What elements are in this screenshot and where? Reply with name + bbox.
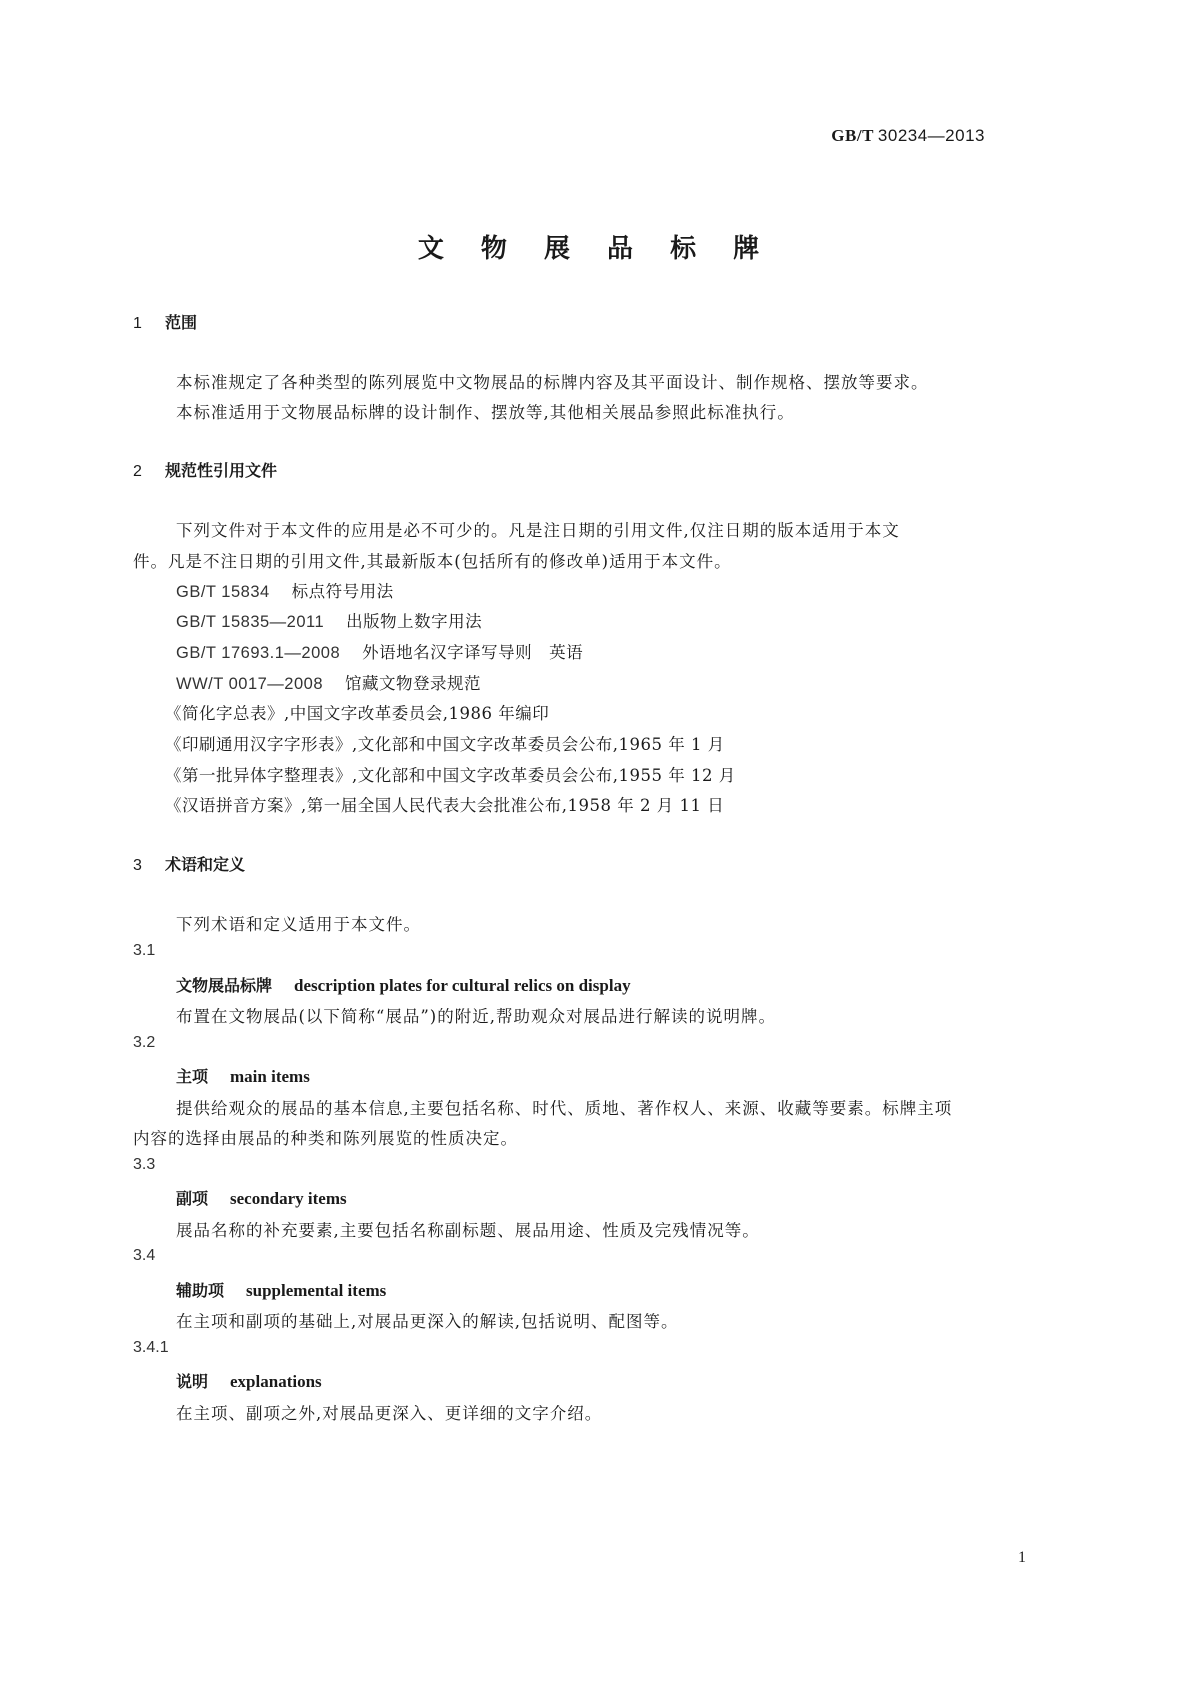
term-definition: 布置在文物展品(以下简称“展品”)的附近,帮助观众对展品进行解读的说明牌。 <box>176 1007 776 1026</box>
reference-doc: 《汉语拼音方案》,第一届全国人民代表大会批准公布,1958 年 2 月 11 日 <box>165 796 725 815</box>
term-heading: 说明 explanations <box>176 1372 322 1391</box>
term-heading: 文物展品标牌 description plates for cultural relics on display <box>176 976 631 995</box>
section-1-paragraph-1: 本标准规定了各种类型的陈列展览中文物展品的标牌内容及其平面设计、制作规格、摆放等要求。 <box>176 373 929 392</box>
term-definition: 提供给观众的展品的基本信息,主要包括名称、时代、质地、著作权人、来源、收藏等要素。标牌主项 <box>176 1099 953 1118</box>
section-3-intro: 下列术语和定义适用于本文件。 <box>176 915 421 934</box>
reference-doc: 《简化字总表》,中国文字改革委员会,1986 年编印 <box>165 704 550 723</box>
clause-number: 3.1 <box>133 942 156 959</box>
reference-item: WW/T 0017—2008 馆藏文物登录规范 <box>176 674 482 693</box>
term-heading: 辅助项 supplemental items <box>176 1281 387 1300</box>
section-2-heading: 2 规范性引用文件 <box>133 461 278 480</box>
page-number: 1 <box>1018 1549 1026 1566</box>
term-definition: 展品名称的补充要素,主要包括名称副标题、展品用途、性质及完残情况等。 <box>176 1221 760 1240</box>
reference-doc: 《印刷通用汉字字形表》,文化部和中国文字改革委员会公布,1965 年 1 月 <box>165 735 725 754</box>
term-heading: 主项 main items <box>176 1067 310 1086</box>
section-2-paragraph-line-1: 下列文件对于本文件的应用是必不可少的。凡是注日期的引用文件,仅注日期的版本适用于本文 <box>176 521 900 540</box>
clause-number: 3.4 <box>133 1247 156 1264</box>
clause-number: 3.3 <box>133 1156 156 1173</box>
section-1-heading: 1 范围 <box>133 313 198 332</box>
term-heading: 副项 secondary items <box>176 1189 347 1208</box>
clause-number: 3.2 <box>133 1034 156 1051</box>
reference-item: GB/T 15834 标点符号用法 <box>176 582 394 601</box>
clause-number: 3.4.1 <box>133 1339 169 1356</box>
section-2-paragraph-line-2: 件。凡是不注日期的引用文件,其最新版本(包括所有的修改单)适用于本文件。 <box>133 552 732 571</box>
term-definition: 在主项和副项的基础上,对展品更深入的解读,包括说明、配图等。 <box>176 1312 679 1331</box>
reference-item: GB/T 17693.1—2008 外语地名汉字译写导则 英语 <box>176 643 584 662</box>
document-title: 文 物 展 品 标 牌 <box>417 234 774 264</box>
reference-item: GB/T 15835—2011 出版物上数字用法 <box>176 612 483 631</box>
reference-doc: 《第一批异体字整理表》,文化部和中国文字改革委员会公布,1955 年 12 月 <box>165 766 736 785</box>
term-definition: 内容的选择由展品的种类和陈列展览的性质决定。 <box>133 1129 518 1148</box>
section-3-heading: 3 术语和定义 <box>133 855 246 874</box>
standard-number: GB/T 30234—2013 <box>831 126 985 145</box>
term-definition: 在主项、副项之外,对展品更深入、更详细的文字介绍。 <box>176 1404 603 1423</box>
section-1-paragraph-2: 本标准适用于文物展品标牌的设计制作、摆放等,其他相关展品参照此标准执行。 <box>176 403 795 422</box>
